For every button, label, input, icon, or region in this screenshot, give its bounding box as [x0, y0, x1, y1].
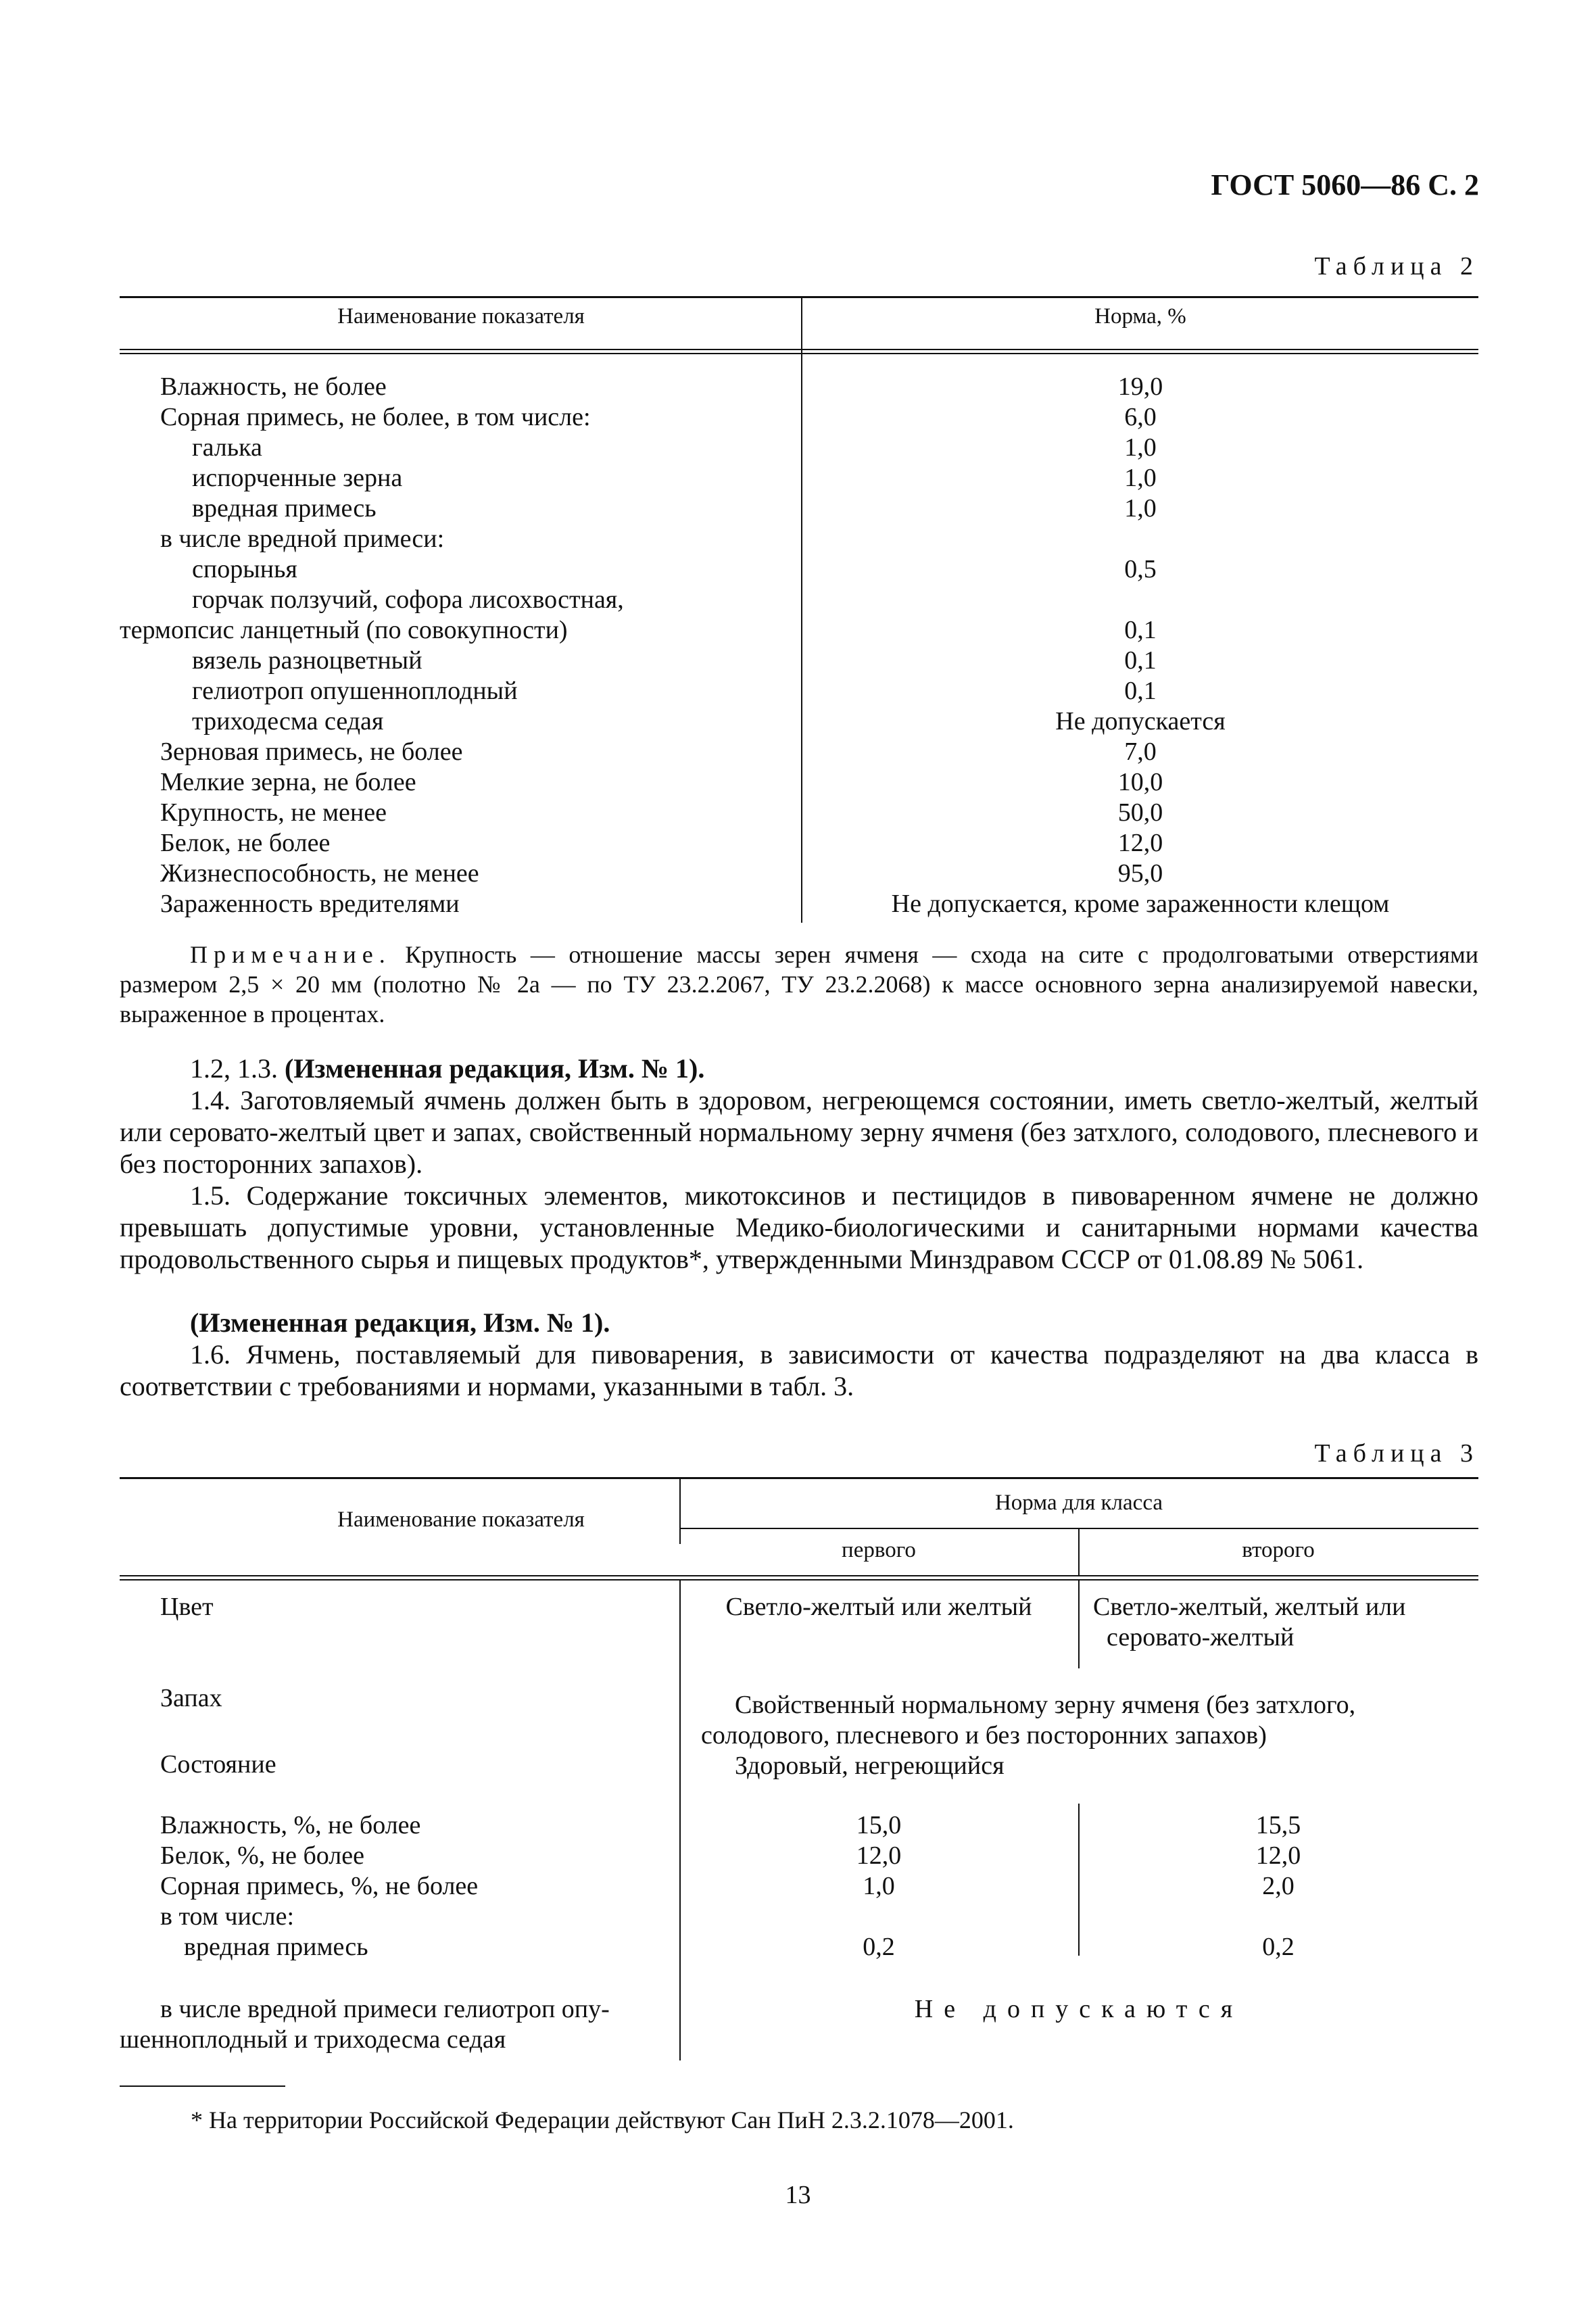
table3-row-second: 0,2 — [1262, 1933, 1295, 1961]
paragraph-text: 1.4. Заготовляемый ячмень должен быть в здоровом, негреющемся состоянии, иметь светло-желтый, желтый или серовато-желтый цвет и запах, свойственный нормальному зерну ячменя (без затхлого, солодового, плесневого и без посторонних запахов). — [120, 1085, 1478, 1179]
paragraph-1-5-amendment — [120, 1307, 1478, 1338]
table2-row-value: 12,0 — [1117, 829, 1163, 857]
table2-row-value: 95,0 — [1117, 859, 1163, 888]
paragraph-1-2 — [120, 1053, 1478, 1084]
table2-row-value: 1,0 — [1124, 464, 1157, 492]
table3-color-second-cont: серовато-желтый — [1107, 1623, 1295, 1651]
table2-row-value: 7,0 — [1124, 738, 1157, 766]
table2-row-value: Не допускается — [1055, 707, 1226, 735]
table2-label: Таблица 2 — [1314, 252, 1479, 281]
table2-row-value: 50,0 — [1117, 798, 1163, 827]
page-number: 13 — [785, 2181, 811, 2209]
table3-col-second: второго — [1242, 1538, 1315, 1562]
paragraph-1-4 — [120, 1084, 1478, 1180]
table3-smell-value-cont: солодового, плесневого и без посторонних запахов) — [701, 1721, 1267, 1750]
table3-row-name: вредная примесь — [184, 1933, 368, 1961]
table3-row-second: 15,5 — [1255, 1811, 1301, 1839]
table3-row-name: в числе вредной примеси гелиотроп опу- — [160, 1995, 610, 2023]
paragraph-prefix: 1.2, 1.3. — [190, 1053, 285, 1084]
table2-row-name: испорченные зерна — [192, 464, 403, 492]
table2-row-value: 0,1 — [1124, 646, 1157, 675]
table2-row-name: Жизнеспособность, не менее — [160, 859, 479, 888]
table3-col-first: первого — [842, 1538, 916, 1562]
table2-row-name: в числе вредной примеси: — [160, 525, 445, 553]
table3-row-name: Белок, %, не более — [160, 1841, 364, 1870]
table3-row-name: Цвет — [160, 1593, 214, 1621]
table3-state-value: Здоровый, негреющийся — [735, 1752, 1005, 1780]
table2-row-name: вредная примесь — [192, 494, 377, 523]
table2-row-name: Мелкие зерна, не более — [160, 768, 416, 796]
table3-label: Таблица 3 — [1314, 1439, 1479, 1468]
table2-row-value: 1,0 — [1124, 433, 1157, 462]
amendment-note: (Измененная редакция, Изм. № 1). — [190, 1307, 610, 1338]
table3-row-first: 15,0 — [856, 1811, 902, 1839]
table2-row-name: вязель разноцветный — [192, 646, 422, 675]
table3-row-name: Запах — [160, 1684, 222, 1712]
table3-smell-value: Свойственный нормальному зерну ячменя (без затхлого, — [735, 1691, 1356, 1719]
table2-row-value: 10,0 — [1117, 768, 1163, 796]
footnote-rule — [120, 2085, 285, 2087]
table2-row-value: 6,0 — [1124, 403, 1157, 431]
table3-top-rule — [120, 1477, 1478, 1479]
table3-row-name: Состояние — [160, 1750, 276, 1779]
table2-row-value: 0,5 — [1124, 555, 1157, 583]
table2-row-name: триходесма седая — [192, 707, 384, 735]
paragraph-1-6 — [120, 1338, 1478, 1402]
table3-color-first: Светло-желтый или желтый — [725, 1593, 1032, 1621]
table3-head-rule — [120, 1575, 1478, 1576]
table2-row-value: 19,0 — [1117, 372, 1163, 401]
table2-note — [120, 940, 1478, 1029]
table2-row-value: 0,1 — [1124, 616, 1157, 644]
note-text: Крупность — отношение массы зерен ячменя — схода на сите с продолговатыми отверстиями размером 2,5 × 20 мм (полотно № 2а — по ТУ 23.2.2067, ТУ 23.2.2068) к массе основного зерна анализируемой навески, выраженное в процентах. — [120, 941, 1478, 1028]
table2-col-norm: Норма, % — [1094, 304, 1186, 329]
note-label: Примечание. — [190, 941, 391, 968]
table2-row-name: Крупность, не менее — [160, 798, 387, 827]
table2-row-value: 1,0 — [1124, 494, 1157, 523]
table2-row-name: термопсис ланцетный (по совокупности) — [120, 616, 568, 644]
table3-row-second: 2,0 — [1262, 1872, 1295, 1900]
table3-head-rule-2 — [120, 1579, 1478, 1581]
table3-row-second: 12,0 — [1255, 1841, 1301, 1870]
table2-head-rule — [120, 349, 1478, 350]
paragraph-1-5 — [120, 1180, 1478, 1275]
table3-color-second: Светло-желтый, желтый или — [1093, 1593, 1406, 1621]
table2-row-value: 0,1 — [1124, 677, 1157, 705]
table2-col-name: Наименование показателя — [337, 304, 585, 329]
table2-row-name: галька — [192, 433, 262, 462]
table3-last-value: Не допускаются — [914, 1995, 1244, 2023]
table2-row-name: Сорная примесь, не более, в том числе: — [160, 403, 591, 431]
paragraph-text: 1.5. Содержание токсичных элементов, микотоксинов и пестицидов в пивоваренном ячмене не должно превышать допустимые уровни, установленные Медико-биологическими и санитарными нормами качества продовольственного сырья и пищевых продуктов*, утвержденными Минздравом СССР от 01.08.89 № 5061. — [120, 1180, 1478, 1274]
table3-row-first: 1,0 — [863, 1872, 895, 1900]
document-header: ГОСТ 5060—86 С. 2 — [1211, 168, 1479, 201]
table3-col-norm: Норма для класса — [994, 1491, 1163, 1515]
table2-row-value: Не допускается, кроме зараженности клещом — [891, 890, 1390, 918]
table3-row-first: 12,0 — [856, 1841, 902, 1870]
table2-row-name: горчак ползучий, софора лисохвостная, — [192, 585, 624, 614]
amendment-note: (Измененная редакция, Изм. № 1). — [285, 1053, 705, 1084]
table3-row-first: 0,2 — [863, 1933, 895, 1961]
table2-top-rule — [120, 296, 1478, 298]
table3-row-name: в том числе: — [160, 1902, 295, 1931]
table2-row-name: спорынья — [192, 555, 297, 583]
table2-row-name: Влажность, не более — [160, 372, 387, 401]
table3-row-name: Сорная примесь, %, не более — [160, 1872, 479, 1900]
table2-row-name: гелиотроп опушенноплодный — [192, 677, 518, 705]
table2-row-name: Белок, не более — [160, 829, 331, 857]
table3-row-name-cont: шенноплодный и триходесма седая — [120, 2025, 506, 2054]
table2-row-name: Зерновая примесь, не более — [160, 738, 463, 766]
footnote: * На территории Российской Федерации действуют Сан ПиН 2.3.2.1078—2001. — [191, 2106, 1014, 2133]
table3-class-divider-top — [1078, 1581, 1080, 1668]
table2-head-rule-2 — [120, 353, 1478, 354]
paragraph-text: 1.6. Ячмень, поставляемый для пивоварения, в зависимости от качества подразделяют на два класса в соответствии с требованиями и нормами, указанными в табл. 3. — [120, 1339, 1478, 1401]
table3-col-name: Наименование показателя — [337, 1507, 585, 1532]
table2-row-name: Зараженность вредителями — [160, 890, 460, 918]
table3-row-name: Влажность, %, не более — [160, 1811, 421, 1839]
